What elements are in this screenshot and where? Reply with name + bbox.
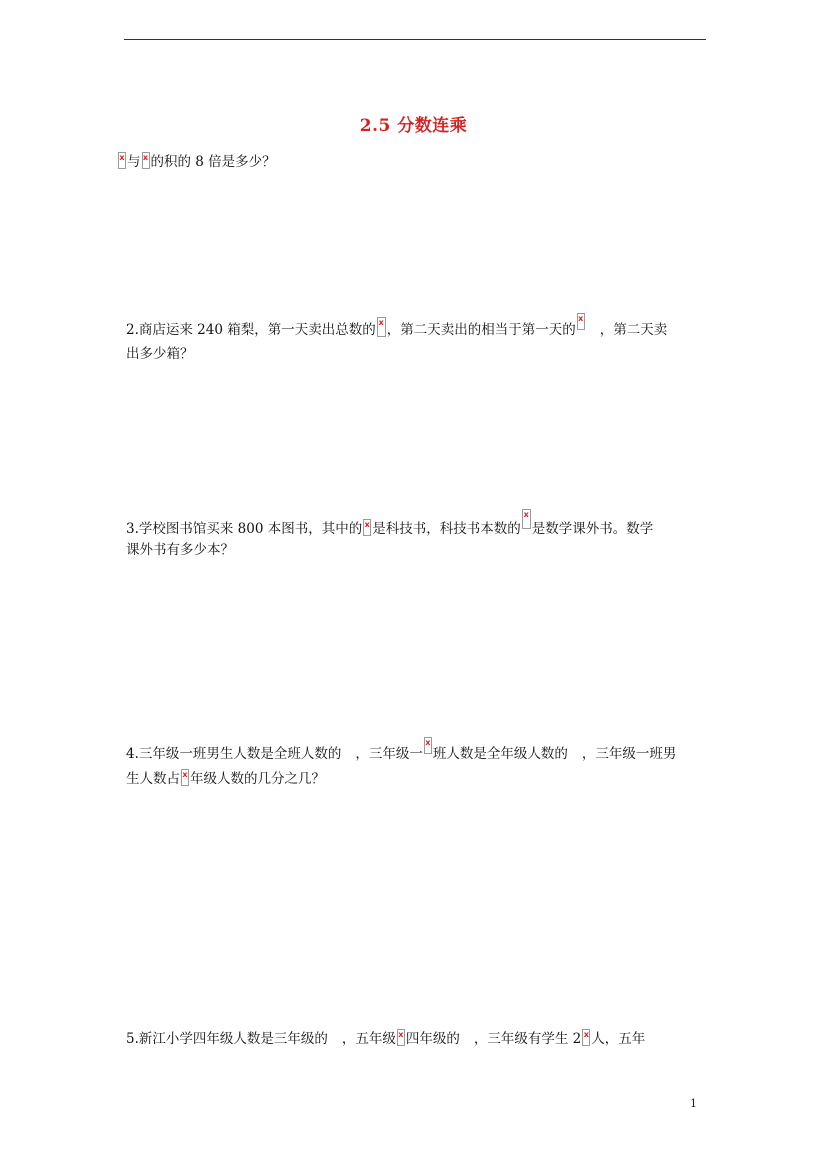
broken-image-icon: [118, 152, 126, 169]
question-5-line-1: 5.新江小学四年级人数是三年级的 ，五年级x 四年级的 ，三年级有学生 2x 人，五年: [126, 1029, 645, 1048]
question-2-line-1: 2.商店运来 240 箱梨，第一天卖出总数的x ，第二天卖出的相当于第一天的x ，第二天卖: [126, 313, 667, 339]
broken-image-icon: [582, 1029, 590, 1046]
page-number: 1: [690, 1097, 697, 1110]
question-2-line-2: 出多少箱？: [126, 346, 194, 362]
question-3-line-1: 3.学校图书馆买来 800 本图书，其中的x 是科技书，科技书本数的x 是数学课外书。数学: [126, 509, 653, 538]
broken-image-icon: [424, 737, 432, 754]
question-4-line-1: 4.三年级一班男生人数是全班人数的 ，三年级一x 班人数是全年级人数的 ，三年级一班男: [126, 737, 676, 763]
broken-image-icon: [397, 1029, 405, 1046]
broken-image-icon: [522, 509, 531, 529]
page-title: 2.5 分数连乘: [359, 116, 468, 136]
broken-image-icon: [577, 313, 585, 330]
header-rule: [124, 39, 706, 40]
broken-image-icon: [377, 317, 386, 337]
question-4-line-2: 生人数占x 年级人数的几分之几？: [126, 769, 325, 788]
broken-image-icon: [142, 152, 150, 169]
broken-image-icon: [363, 519, 371, 536]
question-3-line-2: 课外书有多少本？: [126, 542, 234, 558]
question-1-line-1: x与x 的积的 8 倍是多少？: [117, 152, 276, 171]
broken-image-icon: [181, 769, 189, 786]
